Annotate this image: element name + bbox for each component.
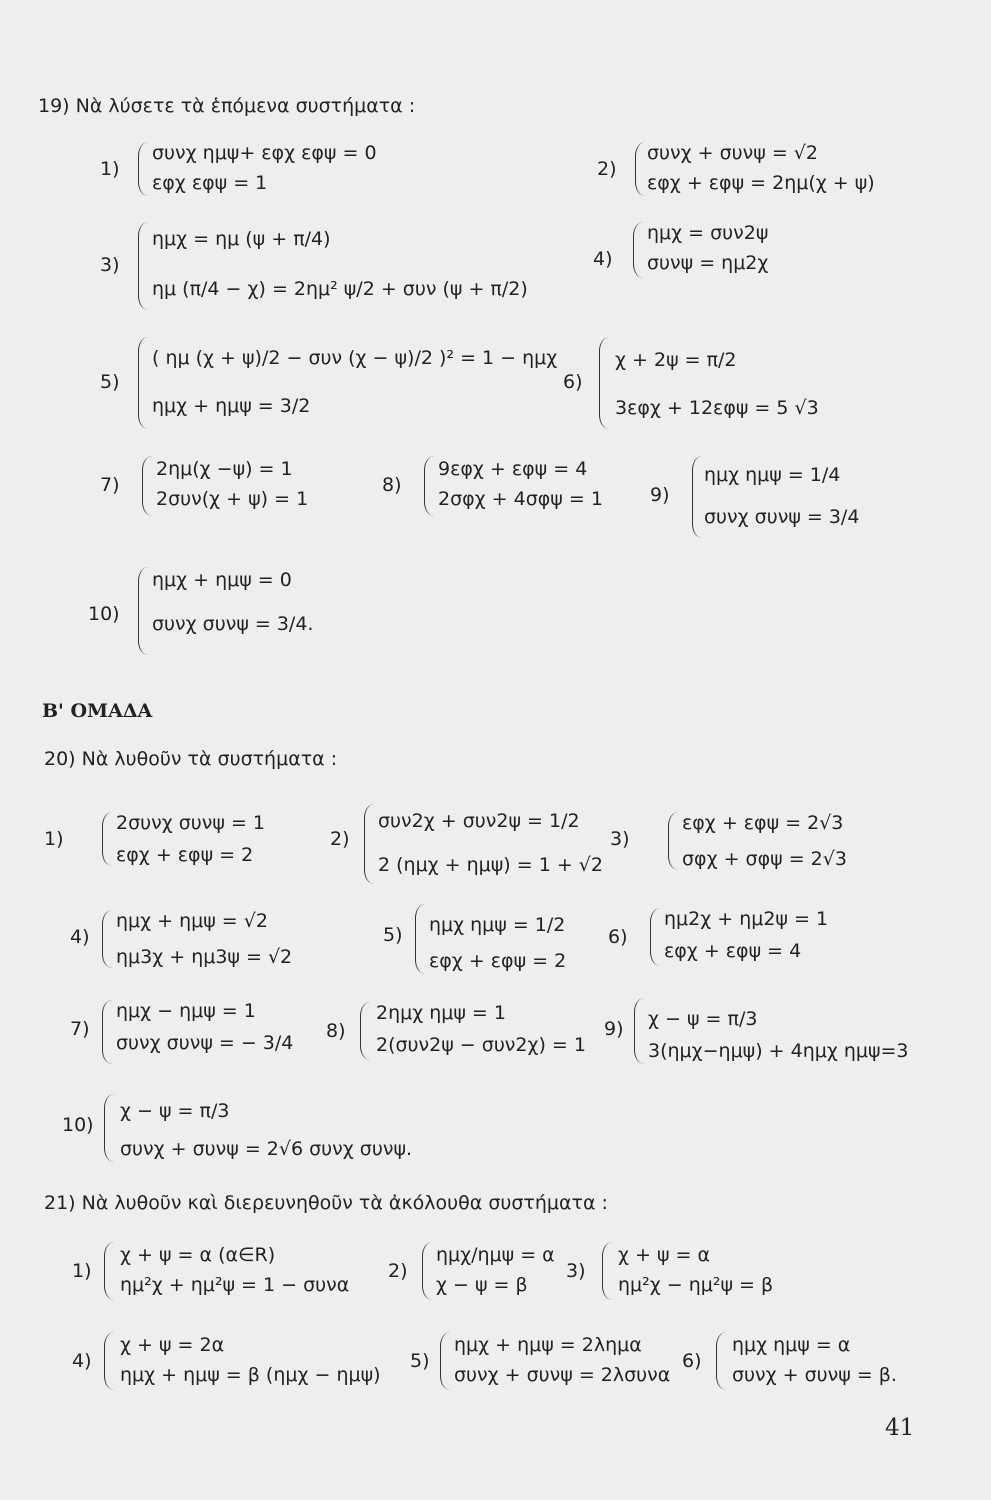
left-brace — [415, 904, 426, 974]
ex20-system-3 — [610, 808, 910, 874]
system-label: 1) — [100, 158, 120, 180]
left-brace — [424, 456, 435, 516]
system-label: 4) — [593, 248, 613, 270]
equation-line: χ − ψ = π/3 — [648, 1008, 758, 1030]
system-label: 1) — [72, 1260, 92, 1282]
equation-line: ημχ + ημψ = 2λημα — [454, 1334, 642, 1356]
equation-line: 2 (ημχ + ημψ) = 1 + √2 — [378, 854, 604, 876]
equation-line: συνχ + συνψ = 2√6 συνχ συνψ. — [120, 1138, 413, 1160]
left-brace — [599, 337, 610, 429]
left-brace — [360, 1002, 371, 1060]
ex21-system-6 — [682, 1328, 922, 1394]
equation-line: ημχ + ημψ = 3/2 — [152, 395, 311, 417]
left-brace — [668, 812, 679, 870]
left-brace — [102, 910, 113, 968]
equation-line: συνχ συνψ = 3/4 — [704, 506, 860, 528]
system-label: 1) — [44, 828, 64, 850]
exercise-19-heading: 19) Νὰ λύσετε τὰ ἑπόμενα συστήματα : — [38, 95, 416, 117]
left-brace — [440, 1332, 451, 1390]
left-brace — [138, 142, 149, 196]
equation-line: ημχ = ημ (ψ + π/4) — [152, 228, 331, 250]
system-label: 2) — [330, 828, 350, 850]
equation-line: ημχ/ημψ = α — [436, 1244, 555, 1266]
system-label: 7) — [100, 474, 120, 496]
ex21-system-1 — [72, 1238, 372, 1304]
system-label: 10) — [62, 1114, 94, 1136]
equation-line: εφχ εφψ = 1 — [152, 172, 268, 194]
equation-line: 3εφχ + 12εφψ = 5 √3 — [615, 397, 819, 419]
system-label: 4) — [72, 1350, 92, 1372]
left-brace — [102, 812, 113, 866]
equation-line: 2συν(χ + ψ) = 1 — [156, 488, 309, 510]
system-label: 8) — [382, 474, 402, 496]
left-brace — [650, 908, 661, 966]
system-label: 6) — [563, 371, 583, 393]
left-brace — [142, 456, 153, 516]
equation-line: χ + 2ψ = π/2 — [615, 349, 737, 371]
ex21-system-3 — [566, 1238, 796, 1304]
left-brace — [634, 998, 645, 1064]
equation-line: συνχ συνψ = 3/4. — [152, 613, 314, 635]
system-label: 2) — [388, 1260, 408, 1282]
system-label: 5) — [410, 1350, 430, 1372]
equation-line: ημ2χ + ημ2ψ = 1 — [664, 908, 829, 930]
equation-line: ημ²χ − ημ²ψ = β — [618, 1274, 774, 1296]
equation-line: συνχ συνψ = − 3/4 — [116, 1032, 294, 1054]
equation-line: σφχ + σφψ = 2√3 — [682, 848, 847, 870]
equation-line: εφχ + εφψ = 2ημ(χ + ψ) — [647, 172, 875, 194]
system-label: 5) — [383, 924, 403, 946]
left-brace — [138, 222, 149, 310]
equation-line: χ − ψ = β — [436, 1274, 528, 1296]
equation-line: εφχ + εφψ = 2 — [429, 950, 567, 972]
equation-line: ημχ ημψ = α — [732, 1334, 851, 1356]
equation-line: χ + ψ = α (α∈R) — [120, 1244, 276, 1266]
system-label: 9) — [604, 1018, 624, 1040]
equation-line: ημ²χ + ημ²ψ = 1 − συνα — [120, 1274, 350, 1296]
equation-line: συνψ = ημ2χ — [647, 252, 769, 274]
equation-line: συνχ + συνψ = 2λσυνα — [454, 1364, 671, 1386]
ex20-system-4 — [70, 906, 370, 972]
exercise-21-heading: 21) Νὰ λυθοῦν καὶ διερευνηθοῦν τὰ ἀκόλουθα συστήματα : — [44, 1192, 608, 1214]
equation-line: 2ημ(χ −ψ) = 1 — [156, 458, 293, 480]
equation-line: ημ (π/4 − χ) = 2ημ² ψ/2 + συν (ψ + π/2) — [152, 278, 528, 300]
ex19-system-5 — [100, 333, 560, 433]
system-label: 6) — [682, 1350, 702, 1372]
equation-line: συνχ ημψ+ εφχ εφψ = 0 — [152, 142, 377, 164]
ex19-system-10 — [88, 563, 388, 658]
left-brace — [692, 456, 703, 538]
left-brace — [104, 1332, 115, 1390]
equation-line: 9εφχ + εφψ = 4 — [438, 458, 588, 480]
system-label: 3) — [610, 828, 630, 850]
system-label: 5) — [100, 371, 120, 393]
ex20-system-2 — [330, 800, 620, 888]
ex21-system-5 — [410, 1328, 680, 1394]
system-label: 3) — [100, 254, 120, 276]
exercise-20-heading: 20) Νὰ λυθοῦν τὰ συστήματα : — [44, 748, 338, 770]
left-brace — [716, 1332, 727, 1390]
equation-line: ημχ + ημψ = 0 — [152, 569, 292, 591]
equation-line: ημχ ημψ = 1/2 — [429, 914, 566, 936]
left-brace — [633, 222, 644, 278]
equation-line: συνχ + συνψ = β. — [732, 1364, 897, 1386]
ex19-system-8 — [382, 452, 632, 522]
ex19-system-9 — [650, 452, 930, 542]
ex21-system-4 — [72, 1328, 402, 1394]
ex19-system-6 — [563, 333, 863, 433]
ex20-system-8 — [326, 998, 596, 1064]
left-brace — [138, 567, 149, 655]
equation-line: 2συνχ συνψ = 1 — [116, 812, 266, 834]
left-brace — [635, 142, 646, 196]
equation-line: χ + ψ = 2α — [120, 1334, 225, 1356]
ex19-system-4 — [593, 218, 823, 280]
left-brace — [138, 337, 149, 429]
equation-line: ημχ − ημψ = 1 — [116, 1000, 256, 1022]
equation-line: ημχ ημψ = 1/4 — [704, 464, 841, 486]
system-label: 2) — [597, 158, 617, 180]
equation-line: χ − ψ = π/3 — [120, 1100, 230, 1122]
equation-line: ( ημ (χ + ψ)/2 − συν (χ − ψ)/2 )² = 1 − ημχ — [152, 347, 558, 369]
equation-line: εφχ + εφψ = 4 — [664, 940, 802, 962]
equation-line: 2(συν2ψ − συν2χ) = 1 — [376, 1034, 586, 1056]
ex21-system-2 — [388, 1238, 578, 1304]
equation-line: 2σφχ + 4σφψ = 1 — [438, 488, 603, 510]
ex19-system-3 — [100, 218, 580, 313]
equation-line: εφχ + εφψ = 2√3 — [682, 812, 844, 834]
ex19-system-1 — [100, 138, 400, 200]
equation-line: ημχ + ημψ = √2 — [116, 910, 268, 932]
ex20-system-9 — [604, 994, 934, 1066]
equation-line: χ + ψ = α — [618, 1244, 711, 1266]
ex20-system-5 — [383, 900, 613, 976]
left-brace — [602, 1242, 613, 1300]
left-brace — [102, 1000, 113, 1064]
ex20-system-10 — [62, 1090, 442, 1164]
left-brace — [104, 1094, 115, 1162]
system-label: 9) — [650, 484, 670, 506]
ex20-system-6 — [608, 904, 898, 970]
equation-line: ημ3χ + ημ3ψ = √2 — [116, 946, 293, 968]
system-label: 4) — [70, 926, 90, 948]
equation-line: συν2χ + συν2ψ = 1/2 — [378, 810, 580, 832]
system-label: 10) — [88, 603, 120, 625]
ex20-system-1 — [44, 808, 314, 870]
section-b-heading: Β' ΟΜΑΔΑ — [42, 700, 153, 722]
equation-line: συνχ + συνψ = √2 — [647, 142, 818, 164]
ex20-system-7 — [70, 996, 330, 1068]
ex19-system-7 — [100, 452, 350, 522]
equation-line: 3(ημχ−ημψ) + 4ημχ ημψ=3 — [648, 1040, 909, 1062]
system-label: 8) — [326, 1020, 346, 1042]
equation-line: 2ημχ ημψ = 1 — [376, 1002, 506, 1024]
left-brace — [422, 1242, 433, 1300]
left-brace — [364, 804, 375, 884]
page-number: 41 — [885, 1415, 915, 1441]
system-label: 3) — [566, 1260, 586, 1282]
equation-line: ημχ + ημψ = β (ημχ − ημψ) — [120, 1364, 381, 1386]
equation-line: ημχ = συν2ψ — [647, 222, 769, 244]
system-label: 6) — [608, 926, 628, 948]
ex19-system-2 — [597, 138, 897, 200]
left-brace — [104, 1242, 115, 1300]
system-label: 7) — [70, 1018, 90, 1040]
equation-line: εφχ + εφψ = 2 — [116, 844, 254, 866]
